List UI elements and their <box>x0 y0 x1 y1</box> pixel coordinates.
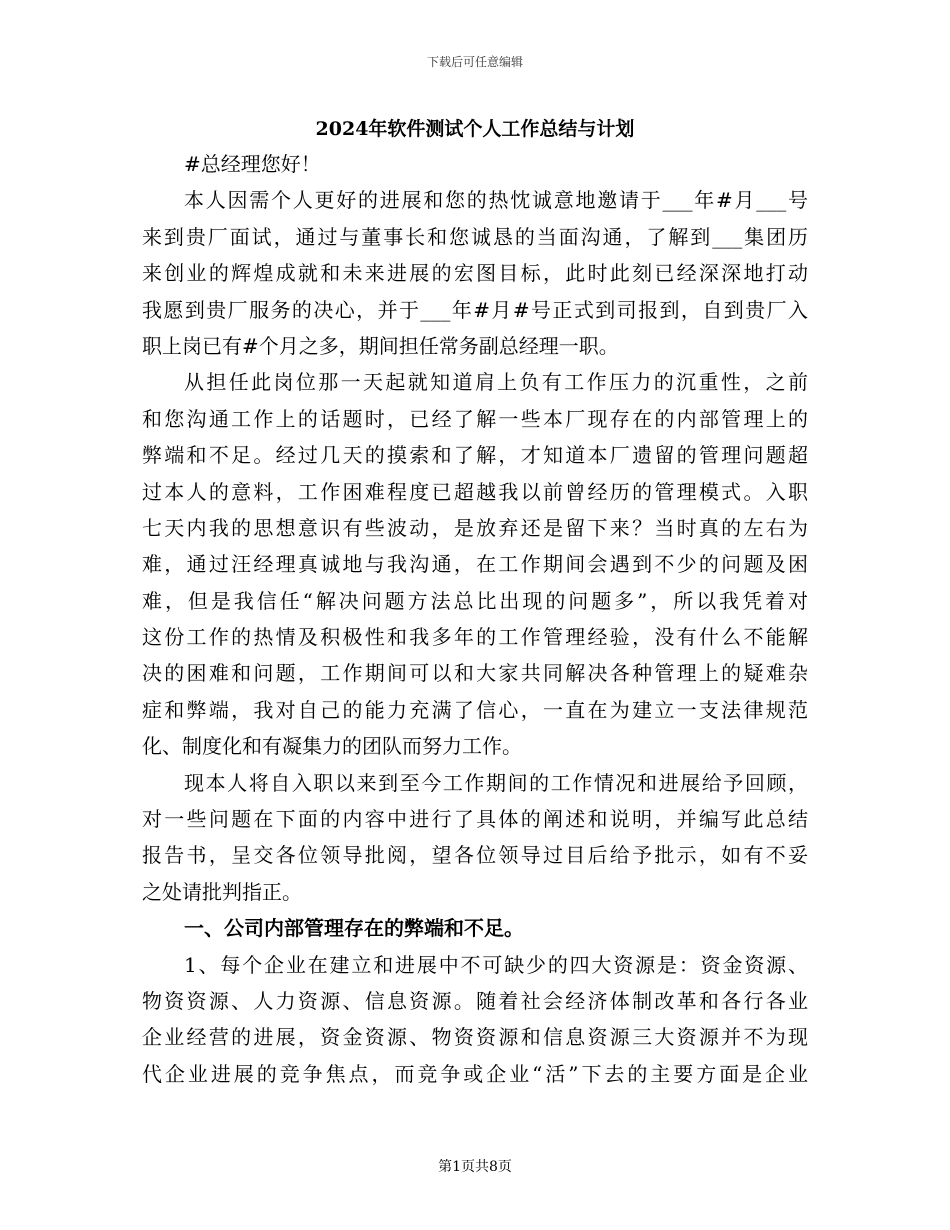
body-line: 企业经营的进展，资金资源、物资资源和信息资源三大资源并不为现 <box>142 1025 808 1050</box>
body-line: 化、制度化和有凝集力的团队而努力工作。 <box>142 734 522 759</box>
page-footer: 第1页共8页 <box>438 1159 512 1175</box>
section-heading: 一、公司内部管理存在的弊端和不足。 <box>184 916 524 941</box>
body-line: 过本人的意料，工作困难程度已超越我以前曾经历的管理模式。入职 <box>142 479 808 504</box>
body-line: 我愿到贵厂服务的决心，并于___年#月#号正式到司报到，自到贵厂入 <box>142 297 808 322</box>
body-line: 物资资源、人力资源、信息资源。随着社会经济体制改革和各行各业 <box>142 988 808 1013</box>
body-line: 现本人将自入职以来到至今工作期间的工作情况和进展给予回顾， <box>184 770 808 795</box>
body-line: 对一些问题在下面的内容中进行了具体的阐述和说明，并编写此总结 <box>142 807 808 832</box>
body-line: 本人因需个人更好的进展和您的热忱诚意地邀请于___年#月___号 <box>184 188 808 213</box>
body-line: 代企业进展的竞争焦点，而竞争或企业“活”下去的主要方面是企业 <box>142 1061 808 1086</box>
salutation-line: #总经理您好！ <box>184 152 321 176</box>
body-line: 难，通过汪经理真诚地与我沟通，在工作期间会遇到不少的问题及困 <box>142 552 808 577</box>
body-line: 之处请批判指正。 <box>142 879 302 904</box>
body-line: 这份工作的热情及积极性和我多年的工作管理经验，没有什么不能解 <box>142 625 808 650</box>
document-title: 2024年软件测试个人工作总结与计划 <box>315 118 635 140</box>
body-line: 症和弊端，我对自己的能力充满了信心，一直在为建立一支法律规范 <box>142 697 808 722</box>
body-line: 报告书，呈交各位领导批阅，望各位领导过目后给予批示，如有不妥 <box>142 843 808 868</box>
body-line: 难，但是我信任“解决问题方法总比出现的问题多”，所以我凭着对 <box>142 588 808 613</box>
body-line: 从担任此岗位那一天起就知道肩上负有工作压力的沉重性，之前 <box>184 370 808 395</box>
body-line: 决的困难和问题，工作期间可以和大家共同解决各种管理上的疑难杂 <box>142 661 808 686</box>
page-header: 下载后可任意编辑 <box>426 55 523 69</box>
document-body <box>142 146 808 1092</box>
body-line: 和您沟通工作上的话题时，已经了解一些本厂现存在的内部管理上的 <box>142 406 808 431</box>
body-line: 1、每个企业在建立和进展中不可缺少的四大资源是：资金资源、 <box>184 952 808 977</box>
body-line: 七天内我的思想意识有些波动，是放弃还是留下来？当时真的左右为 <box>142 515 808 540</box>
body-line: 职上岗已有#个月之多，期间担任常务副总经理一职。 <box>142 333 619 358</box>
body-line: 来到贵厂面试，通过与董事长和您诚恳的当面沟通，了解到___集团历 <box>142 224 808 249</box>
body-line: 来创业的辉煌成就和未来进展的宏图目标，此时此刻已经深深地打动 <box>142 261 808 286</box>
body-line: 弊端和不足。经过几天的摸索和了解，才知道本厂遗留的管理问题超 <box>142 443 808 468</box>
